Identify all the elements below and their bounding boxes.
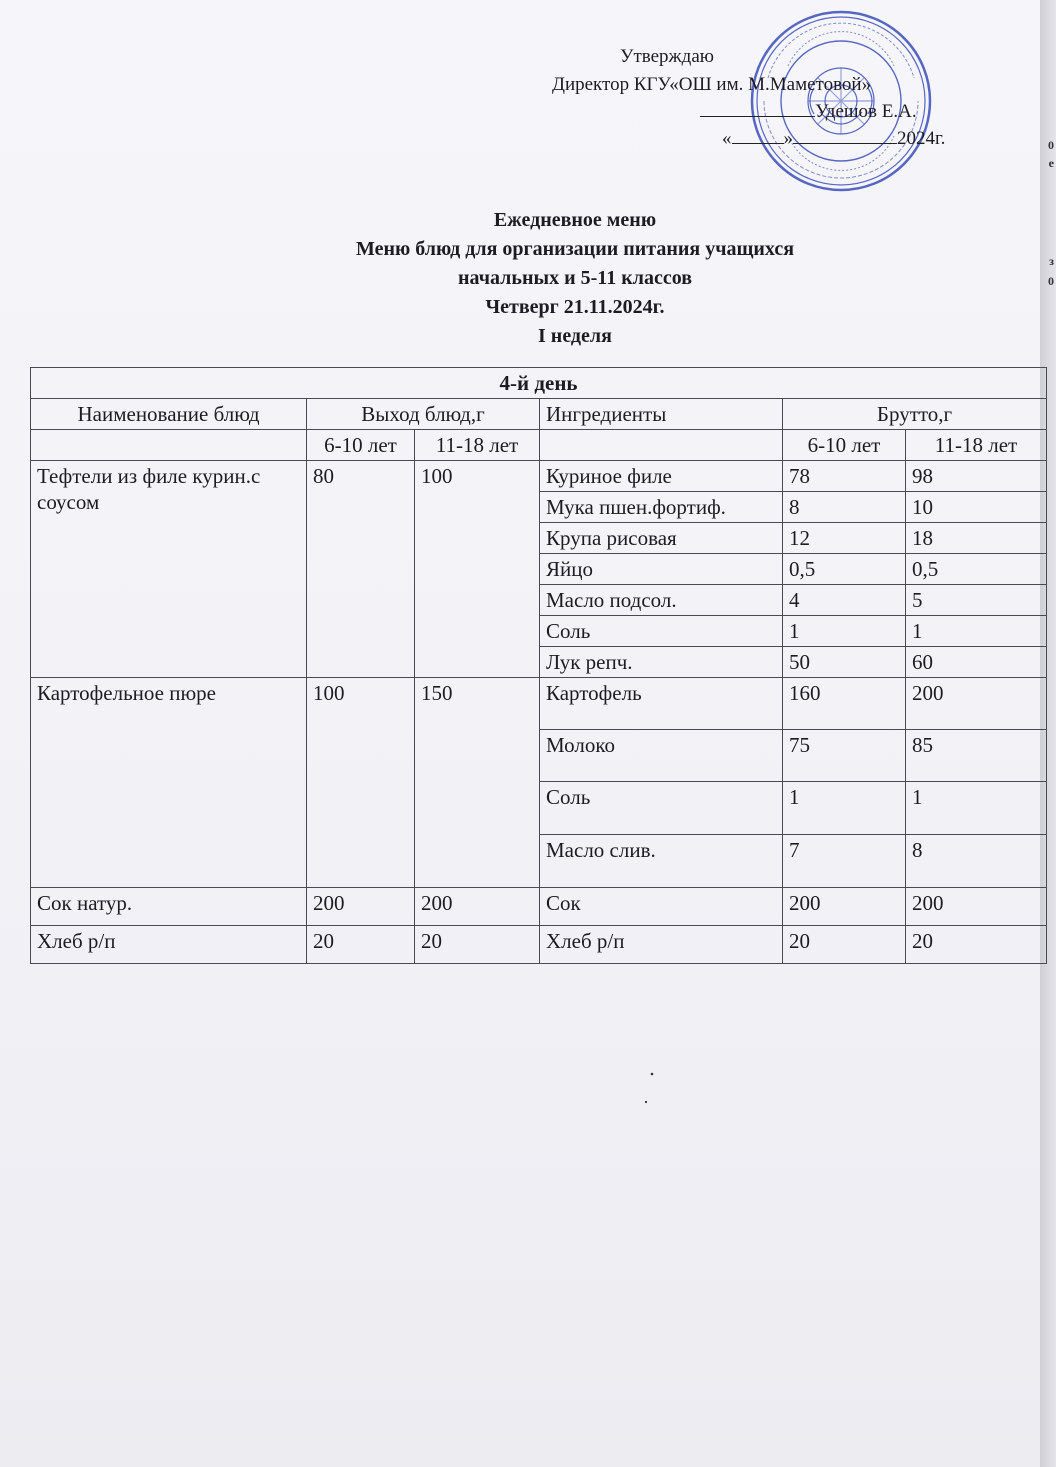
header-output: Выход блюд,г: [307, 399, 540, 430]
day-label: 4-й день: [31, 368, 1047, 399]
gross-old: 60: [906, 647, 1047, 678]
approval-line-approve: Утверждаю: [620, 46, 714, 67]
quote-close: »: [783, 128, 793, 149]
ingredient-name: Лук репч.: [540, 647, 783, 678]
ingredient-name: Соль: [540, 782, 783, 835]
ingredient-name: Хлеб р/п: [540, 926, 783, 964]
header-age-young: 6-10 лет: [783, 430, 906, 461]
gross-old: 200: [906, 678, 1047, 730]
stray-marks: [640, 1060, 660, 1110]
gross-young: 200: [783, 888, 906, 926]
gross-old: 1: [906, 782, 1047, 835]
dish-output-young: 200: [307, 888, 415, 926]
dish-name: Хлеб р/п: [31, 926, 307, 964]
gross-old: 18: [906, 523, 1047, 554]
gross-young: 75: [783, 730, 906, 782]
signature-line: [700, 102, 815, 117]
dish-output-young: 80: [307, 461, 415, 678]
ingredient-name: Крупа рисовая: [540, 523, 783, 554]
table-row: [31, 678, 1047, 730]
gross-old: 98: [906, 461, 1047, 492]
header-age-young: 6-10 лет: [307, 430, 415, 461]
gross-old: 5: [906, 585, 1047, 616]
dish-name: Сок натур.: [31, 888, 307, 926]
dish-output-young: 20: [307, 926, 415, 964]
dish-name: Тефтели из филе курин.с соусом: [31, 461, 307, 678]
gross-young: 7: [783, 835, 906, 888]
edge-mark: з: [1049, 254, 1054, 268]
dish-output-old: 200: [415, 888, 540, 926]
table-row: [31, 926, 1047, 964]
gross-old: 1: [906, 616, 1047, 647]
approval-year: 2024г.: [897, 128, 946, 149]
edge-mark: 0: [1048, 138, 1054, 152]
table-day-row: [31, 368, 1047, 399]
document-title: [240, 206, 910, 351]
month-blank: [793, 129, 897, 144]
empty-cell: [540, 430, 783, 461]
gross-young: 50: [783, 647, 906, 678]
table-row: [31, 888, 1047, 926]
gross-young: 8: [783, 492, 906, 523]
table-header-row: [31, 399, 1047, 430]
title-week: I неделя: [538, 325, 612, 347]
gross-old: 85: [906, 730, 1047, 782]
header-ingredients: Ингредиенты: [540, 399, 783, 430]
gross-old: 10: [906, 492, 1047, 523]
ingredient-name: Масло слив.: [540, 835, 783, 888]
gross-old: 20: [906, 926, 1047, 964]
approval-line-date: [722, 128, 1022, 150]
gross-young: 78: [783, 461, 906, 492]
ingredient-name: Куриное филе: [540, 461, 783, 492]
ingredient-name: Масло подсол.: [540, 585, 783, 616]
ingredient-name: Картофель: [540, 678, 783, 730]
title-date: Четверг 21.11.2024г.: [485, 296, 665, 318]
header-age-old: 11-18 лет: [415, 430, 540, 461]
gross-young: 160: [783, 678, 906, 730]
gross-young: 1: [783, 782, 906, 835]
ingredient-name: Мука пшен.фортиф.: [540, 492, 783, 523]
menu-table: [30, 367, 1047, 964]
dish-output-old: 150: [415, 678, 540, 888]
gross-old: 200: [906, 888, 1047, 926]
ingredient-name: Молоко: [540, 730, 783, 782]
approval-line-signature: [700, 101, 1000, 123]
dish-output-old: 20: [415, 926, 540, 964]
edge-mark: е: [1048, 156, 1054, 170]
gross-old: 8: [906, 835, 1047, 888]
header-gross: Брутто,г: [783, 399, 1047, 430]
ingredient-name: Сок: [540, 888, 783, 926]
title-daily-menu: Ежедневное меню: [493, 209, 657, 231]
empty-cell: [31, 430, 307, 461]
table-row: [31, 461, 1047, 492]
title-menu-purpose: Меню блюд для организации питания учащихся: [355, 238, 795, 260]
dish-output-old: 100: [415, 461, 540, 678]
quote-open: «: [722, 128, 732, 149]
gross-young: 20: [783, 926, 906, 964]
edge-mark: 0: [1048, 274, 1054, 288]
header-dish: Наименование блюд: [31, 399, 307, 430]
gross-young: 4: [783, 585, 906, 616]
title-classes: начальных и 5-11 классов: [458, 267, 692, 289]
dish-output-young: 100: [307, 678, 415, 888]
gross-young: 0,5: [783, 554, 906, 585]
day-blank: [732, 129, 784, 144]
table-age-row: [31, 430, 1047, 461]
gross-old: 0,5: [906, 554, 1047, 585]
gross-young: 1: [783, 616, 906, 647]
ingredient-name: Яйцо: [540, 554, 783, 585]
header-age-old: 11-18 лет: [906, 430, 1047, 461]
approval-line-director: Директор КГУ«ОШ им. М.Маметовой»: [552, 74, 872, 95]
ingredient-name: Соль: [540, 616, 783, 647]
dish-name: Картофельное пюре: [31, 678, 307, 888]
director-name: Удешов Е.А.: [815, 101, 917, 122]
gross-young: 12: [783, 523, 906, 554]
